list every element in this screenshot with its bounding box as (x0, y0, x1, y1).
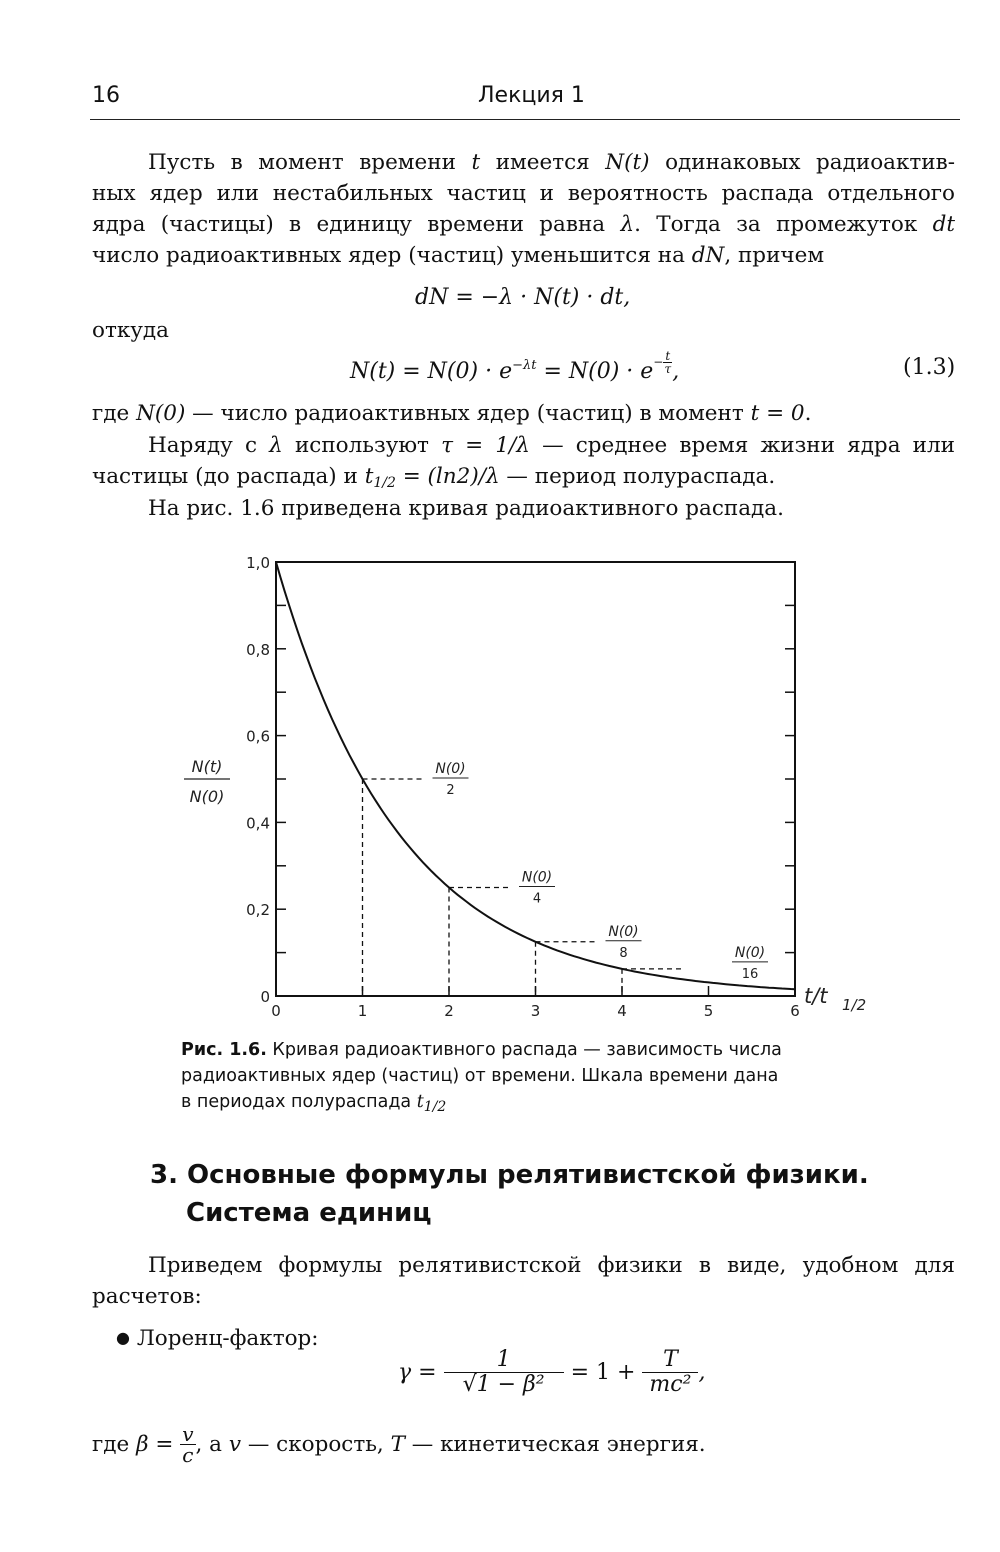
x-tick-label: 2 (444, 1002, 454, 1020)
plot-frame (276, 562, 795, 996)
decay-chart (0, 540, 1000, 1040)
annotation-numerator: N(0) (734, 944, 766, 961)
bullet-mark: ● (116, 1328, 130, 1347)
y-tick-label: 0,2 (246, 901, 270, 920)
section-heading-line1: 3. Основные формулы релятивистской физики. (150, 1160, 869, 1190)
equation-gamma: γ = $\frac{1}{\text{√1 − β²}}$ = 1 + $\frac{T}{\text{mc²}}$ , (398, 1347, 706, 1397)
para2-line2: частицы (до распада) и $t_{1/2} = (\ln 2)/\lambda$ — период полураспада. (92, 464, 776, 491)
annotation-denominator: 16 (741, 966, 759, 982)
y-tick-label: 0,6 (246, 727, 270, 746)
annotation-denominator: 8 (619, 945, 628, 961)
figure-label: Рис. 1.6. (181, 1040, 267, 1060)
decay-curve (276, 562, 795, 989)
x-tick-label: 5 (703, 1002, 714, 1020)
x-axis-label: t/t (804, 984, 828, 1008)
para2-line1: Наряду с λ используют τ = 1/λ — среднее время жизни ядра или (148, 433, 955, 458)
para1-line3: ядра (частицы) в единицу времени равна λ. Тогда за промежуток dt (92, 212, 955, 237)
x-tick-label: 1 (357, 1002, 368, 1020)
para1-line2: ных ядер или нестабильных частиц и вероятность распада отдельного (92, 181, 955, 206)
x-tick-label: 0 (271, 1002, 281, 1020)
annotation-numerator: N(0) (608, 923, 639, 940)
x-axis-label-subscript: 1/2 (842, 996, 867, 1014)
bullet-lorentz: ● Лоренц-фактор: (116, 1326, 319, 1351)
x-tick-label: 6 (790, 1002, 800, 1020)
section-heading-line2: Система единиц (186, 1198, 432, 1228)
equation-dn: dN = −λ · N(t) · dt, (415, 285, 631, 310)
equation-1-3: $N(t) = N(0) \cdot e^{-\lambda t} = N(0) \cdot e-$ $\frac{t}{\tau}$ , (350, 349, 680, 384)
line-gde-n0: где N(0) — число радиоактивных ядер (частиц) в момент t = 0. (92, 401, 812, 426)
para4-line2: расчетов: (92, 1284, 202, 1309)
figure-caption-line3: в периодах полураспада $t_{1/2}$ (181, 1092, 447, 1115)
word-otkuda: откуда (92, 318, 169, 343)
running-title: Лекция 1 (478, 83, 585, 108)
equation-number: (1.3) (903, 355, 956, 380)
page-number: 16 (92, 83, 120, 108)
line-beta: где β = $\frac{v}{c}$ , а v — скорость, T — кинетическая энергия. (92, 1422, 706, 1467)
figure-caption-line2: радиоактивных ядер (частиц) от времени. Шкала времени дана (181, 1066, 779, 1086)
x-tick-label: 4 (617, 1002, 627, 1020)
annotation-numerator: N(0) (521, 869, 553, 886)
chart-layer (184, 554, 866, 1020)
header-rule (90, 119, 960, 120)
y-axis-label-numerator: N(t) (191, 757, 223, 776)
para3: На рис. 1.6 приведена кривая радиоактивного распада. (148, 496, 784, 521)
annotation-denominator: 2 (446, 783, 455, 798)
para1-line4: число радиоактивных ядер (частиц) уменьшится на dN, причем (92, 243, 825, 268)
annotation-denominator: 4 (532, 891, 542, 907)
figure-caption-line1: Рис. 1.6. Кривая радиоактивного распада — зависимость числа (181, 1040, 782, 1060)
para4-line1: Приведем формулы релятивистской физики в виде, удобном для (148, 1253, 955, 1278)
y-tick-label: 0 (260, 988, 270, 1006)
y-tick-label: 1,0 (246, 554, 270, 572)
para1-line1: Пусть в момент времени t имеется N(t) одинаковых радиоактив- (148, 150, 955, 175)
y-axis-label-denominator: N(0) (189, 787, 225, 806)
y-tick-label: 0,4 (246, 814, 270, 833)
annotation-numerator: N(0) (435, 761, 466, 777)
y-tick-label: 0,8 (246, 640, 270, 659)
x-tick-label: 3 (530, 1002, 541, 1020)
